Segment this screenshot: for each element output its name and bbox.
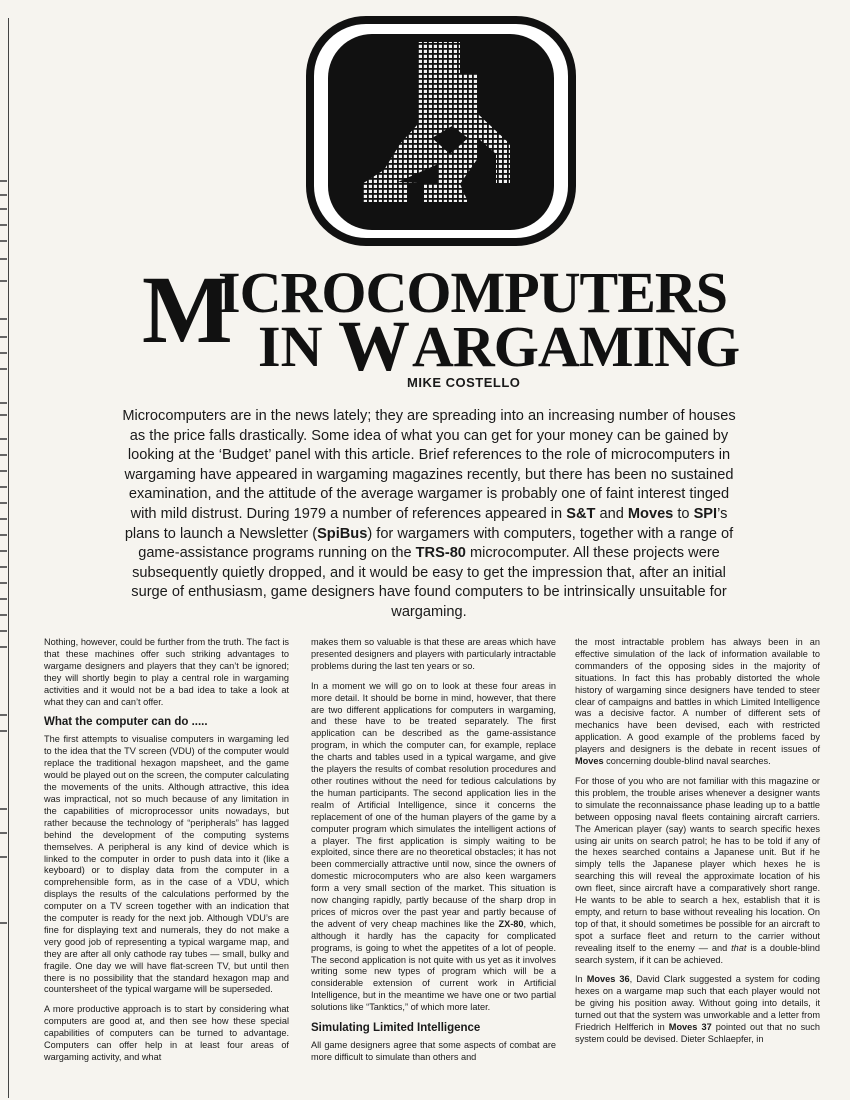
intro-paragraph: Microcomputers are in the news lately; they are spreading into an increasing number of houses as the price falls drastically. Some idea of what you can get for your money can be gained by looking at the ‘Budget’ panel with this article. Brief references to the role of microcomputers in wargaming have appeared in wargaming magazines recently, but there has been no sustained examination, and the attitude of the average wargamer is probably one of faint interest tinged with mild distrust. During 1979 a number of references appeared in S&T and Moves to SPI’s plans to launch a Newsletter (SpiBus) for wargamers with computers, together with a range of game-assistance programs running on the TRS-80 microcomputer. All these projects were subsequently quietly dropped, and it would be easy to get the impression that, after an initial surge of enthusiasm, game designers have found computers to be intrinsically unsuitable for wargaming. [122,408,736,620]
adjacent-page-edge [0,18,9,1098]
title-initial-m: M [142,256,233,363]
text-column-2 [311,637,556,1072]
paragraph: A more productive approach is to start by considering what computers are good at, and then see how these special capabilities of computers can be turned to advantage. Computers can offer help in at least four areas of wargaming activity, and what [44,1004,289,1062]
title-line-2: ARGAMING [412,314,740,379]
section-heading: Simulating Limited Intelligence [311,1022,481,1035]
pixel-art-icon [328,34,554,230]
paragraph: For those of you who are not familiar with this magazine or this problem, the trouble arises whenever a designer wants to simulate the reconnaissance phase leading up to a battle between opposing naval fleets containing aircraft carriers. The American player (say) wants to search specific hexes using air units on search patrol; he has to be told if any of the hexes searched contains a Japanese unit. But if he simply tells the Japanese player which hexes he is searching this will reveal the approximate location of his own fleet, since aircraft have a comparatively short range. He wants to be able to search a hex, establish that it is empty, and return to base without revealing his location. On top of that, it should sometimes be possible for an aircraft to spot a surface fleet and return to the carrier without revealing itself to the enemy — and that is a double-blind search system, if it can be achieved. [575,775,820,965]
title-word-in: IN [258,314,323,379]
title-line-1: ICROCOMPUTERS [218,260,728,325]
paragraph: All game designers agree that some aspects of combat are more difficult to simulate than others and [311,1040,556,1062]
section-heading: What the computer can do ..... [44,716,208,729]
title-initial-w: W [338,306,410,386]
author-byline: MIKE COSTELLO [407,375,521,390]
paragraph: the most intractable problem has always been in an effective simulation of the lack of information available to commanders of the opposing sides in the majority of situations. In fact this has probably distorted the whole history of wargaming since designers have tended to steer clear of campaigns and battles in which Limited Intelligence was a decisive factor. A number of different sets of mechanics have been devised, each with restricted application. A good example of the problems faced by players and designers is the debate in recent issues of Moves concerning double-blind naval searches. [575,637,820,767]
logo-screen [328,34,554,230]
text-column-3 [575,637,820,1054]
paragraph: In Moves 36, David Clark suggested a system for coding hexes on a wargame map such that each player would not be giving his position away. Without going into details, it turned out that the system was unworkable and a letter from Friedrich Helfferich in Moves 37 pointed out that no such system could be devised. Dieter Schlaepfer, in [575,974,820,1044]
paragraph: The first attempts to visualise computers in wargaming led to the idea that the TV screen (VDU) of the computer would replace the traditional hexagon mapsheet, and the game would be played out on the screen, the computer calculating the movements of the units. Although attractive, this idea was impractical, not so much because of any limitation in the capabilities of microprocessor units nowadays, but rather because the technology of “peripherals” has lagged behind the development of the computing systems themselves. A peripheral is any kind of device which is linked to the computer in order to push data into it (like a keyboard) or to display data from the computer in a comprehensible form, as in the case of a VDU, which displays the results of the calculations performed by the computer on a TV screen together with an indication that the computer is ready for the next job. Although VDU’s are fine for displaying text and numerals, they do not make a very good job of representing a typical wargame map, and they are after all only cathode ray tubes — small, bulky and fragile. One day we will have flat-screen TV, but until then there is no possibility that the standard hexagon map and countersheet of the typical wargame will be superseded. [44,734,289,995]
paragraph: Nothing, however, could be further from the truth. The fact is that these machines offer such striking advantages to wargame designers and players that they can’t be ignored; they will shortly begin to play a central role in wargaming activities and it would not be a bad idea to take a look at what they can and can’t offer. [44,637,289,707]
paragraph: In a moment we will go on to look at these four areas in more detail. It should be borne in mind, however, that there are two different applications for computers in wargaming, and these have to be treated separately. The first application can be described as the game-assistance program, in which the computer can, for example, replace the charts and tables used in a typical wargame, and give the players the results of combat resolution procedures and other routines without the need for tedious calculations by the human participants. The second application lies in the realm of Artificial Intelligence, since it concerns the replacement of one of the human players of the game by a computer program which simulates the intelligent actions of a player. The first application is simply waiting to be exploited, since there are no theoretical obstacles; it has not been commercially attractive until now, since the owners of domestic microcomputers who are also keen wargamers form a very small section of the market. This situation is now changing rapidly, partly because of the sharp drop in prices of micros over the past year and partly because of the advent of very cheap machines like the ZX-80, which, although it hardly has the capacity for complicated programs, is going to whet the appetites of a lot of people. The second application is not quite with us yet as it involves writing some new types of program which will be a considerable extension of current work in Artificial Intelligence, but in the meantime we have one or two partial solutions like “Tanktics,” of which more later. [311,680,556,1013]
text-column-1 [44,637,289,1072]
computer-game-logo [306,16,576,246]
paragraph: makes them so valuable is that these are areas which have presented designers and players with particularly intractable problems during the last ten years or so. [311,637,556,671]
